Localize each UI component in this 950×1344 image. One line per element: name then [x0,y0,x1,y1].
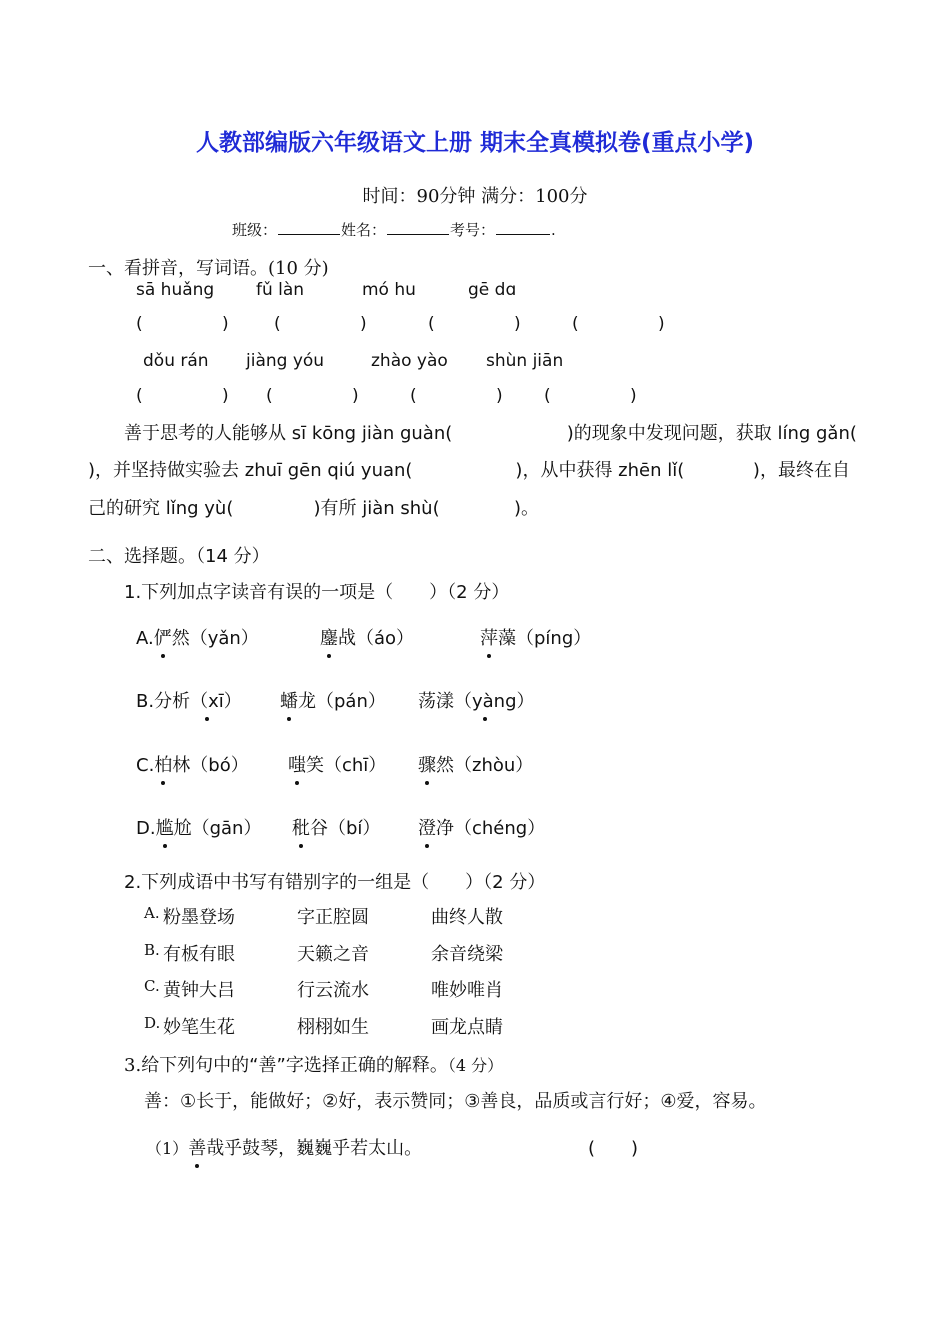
q1-option-b-word3: 荡漾（yàng） [418,687,535,713]
pinyin-8: shùn jiān [486,351,564,371]
exam-meta: 时间：90分钟 满分：100分 [362,186,588,207]
answer-4-open: ( [572,314,579,334]
q2-option-d-word2: 栩栩如生 [297,1017,369,1038]
page-title: 人教部编版六年级语文上册 期末全真模拟卷(重点小学) [195,130,755,156]
pinyin-6: jiàng yóu [246,351,325,371]
paragraph-line-1: 善于思考的人能够从 sī kōng jiàn guàn( )的现象中发现问题，获取 líng gǎn( [124,423,857,444]
q2-option-b-word2: 天籁之音 [297,944,369,965]
pinyin-1: sā huǎng [136,280,215,300]
q2-option-c-word1: 黄钟大吕 [163,980,235,1001]
name-blank[interactable] [387,220,449,235]
q2-option-d-label[interactable]: D. [144,1014,161,1032]
q2-option-a-word2: 字正腔圆 [297,907,369,928]
q2-option-d-word3: 画龙点睛 [431,1017,503,1038]
q3-definition: 善：①长于，能做好；②好，表示赞同；③善良，品质或言行好；④爱，容易。 [144,1091,767,1112]
q2-option-b-label[interactable]: B. [144,941,160,959]
q1-option-a[interactable]: A.俨然（yǎn） [136,624,259,650]
answer-8-close: ) [630,386,637,406]
answer-2-close: ) [360,314,367,334]
q2-option-c-label[interactable]: C. [144,977,160,995]
q2-stem: 2.下列成语中书写有错别字的一组是（ ）（2 分） [124,872,546,893]
q2-option-a-word1: 粉墨登场 [163,907,235,928]
paragraph-line-3: 己的研究 lǐng yù( )有所 jiàn shù( )。 [88,498,539,519]
answer-2-open: ( [274,314,281,334]
q1-option-c-word3: 骤然（zhòu） [418,751,533,777]
q3-item-1-answer[interactable]: ( ) [588,1138,639,1159]
pinyin-2: fǔ làn [256,280,305,300]
answer-4-close: ) [658,314,665,334]
answer-6-close: ) [352,386,359,406]
q3-item-1: （1）善哉乎鼓琴，巍巍乎若太山。 [146,1134,422,1160]
answer-6-open: ( [266,386,273,406]
answer-7-close: ) [496,386,503,406]
answer-3-open: ( [428,314,435,334]
q2-option-b-word3: 余音绕梁 [431,944,503,965]
q2-option-a-word3: 曲终人散 [431,907,503,928]
q2-option-c-word2: 行云流水 [297,980,369,1001]
class-blank[interactable] [278,220,340,235]
q2-option-d-word1: 妙笔生花 [163,1017,235,1038]
q1-option-d-word3: 澄净（chéng） [418,814,545,840]
q1-option-a-word2: 鏖战（áo） [320,624,414,650]
q1-stem: 1.下列加点字读音有误的一项是（ ）（2 分） [124,582,510,603]
answer-8-open: ( [544,386,551,406]
pinyin-4: gē dɑ [468,280,517,300]
pinyin-3: mó hu [362,280,416,300]
answer-5-open: ( [136,386,143,406]
q1-option-c[interactable]: C.柏林（bó） [136,751,249,777]
answer-3-close: ) [514,314,521,334]
number-blank[interactable] [496,220,550,235]
pinyin-5: dǒu rán [143,351,209,371]
q1-option-b-word2: 蟠龙（pán） [280,687,386,713]
q3-stem: 3.给下列句中的“善”字选择正确的解释。（4 分） [124,1055,504,1076]
q1-option-d[interactable]: D.尴尬（gān） [136,814,261,840]
q2-option-a-label[interactable]: A. [144,904,160,922]
q1-option-c-word2: 嗤笑（chī） [288,751,386,777]
student-info: 班级： 姓名： 考号： . [232,221,556,239]
q1-option-b[interactable]: B.分析（xī） [136,687,242,713]
pinyin-7: zhào yào [371,351,448,371]
section1-heading: 一、看拼音，写词语。(10 分) [88,258,329,279]
answer-5-close: ) [222,386,229,406]
paragraph-line-2: )，并坚持做实验去 zhuī gēn qiú yuan( )，从中获得 zhēn lǐ( )，最终在自 [88,460,850,481]
q2-option-b-word1: 有板有眼 [163,944,235,965]
answer-1-close: ) [222,314,229,334]
section2-heading: 二、选择题。（14 分） [88,546,270,567]
answer-1-open: ( [136,314,143,334]
answer-7-open: ( [410,386,417,406]
q1-option-a-word3: 萍藻（píng） [480,624,591,650]
q1-option-d-word2: 秕谷（bí） [292,814,380,840]
q2-option-c-word3: 唯妙唯肖 [431,980,503,1001]
